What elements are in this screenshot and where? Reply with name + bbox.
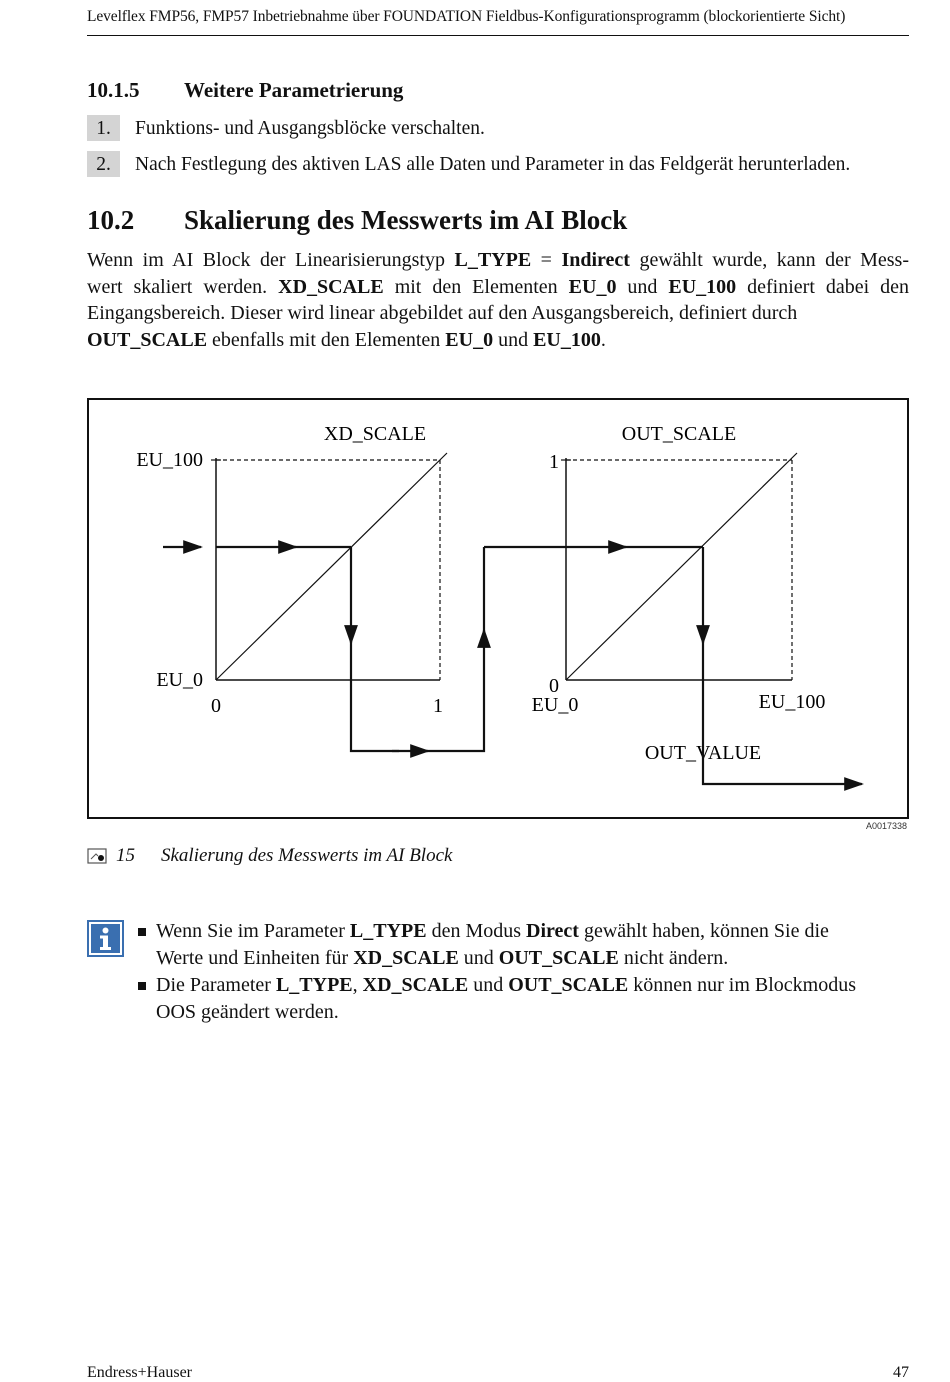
left-x-start-label: 0 [211,695,221,717]
page-number: 47 [893,1364,909,1381]
left-y-top-label: EU_100 [136,449,203,471]
right-y-bottom-label: 0 [549,675,559,697]
step-number-badge: 2. [87,151,120,177]
out-scale-chart [532,423,826,764]
footer-brand: Endress+Hauser [87,1364,192,1381]
section-title: Skalierung des Messwerts im AI Block [184,205,628,235]
note-item: Die Parameter L_TYPE, XD_SCALE und OUT_SCALE können nur im Blockmodus OOS geändert werden. [136,972,909,1026]
section-number: 10.1.5 [87,78,140,102]
right-diagonal [566,453,797,680]
scaling-diagram [87,398,909,819]
left-x-end-label: 1 [433,695,443,717]
paragraph-line: Wenn im AI Block der Linearisierungstyp L_TYPE = Indirect gewählt wurde, kann der Mess- [87,249,909,271]
section-heading-10-2 [87,205,627,236]
bullet-icon [138,928,146,936]
left-diagonal [216,453,447,680]
note-item: Wenn Sie im Parameter L_TYPE den Modus Direct gewählt haben, können Sie die Werte und Einheiten für XD_SCALE und OUT_SCALE nicht ändern. [136,918,909,972]
xd-scale-chart [136,423,447,717]
right-y-top-label: 1 [549,451,559,473]
xd-scale-title: XD_SCALE [323,423,427,445]
figure-frame [88,399,908,818]
step-number-badge: 1. [87,115,120,141]
paragraph-line: OUT_SCALE ebenfalls mit den Elementen EU_0 und EU_100. [87,328,606,351]
info-icon [87,920,124,957]
left-y-bottom-label: EU_0 [156,669,203,691]
out-value-label: OUT_VALUE [644,742,762,764]
running-header: Levelflex FMP56, FMP57 Inbetriebnahme über FOUNDATION Fieldbus-Konfigurationsprogramm (blockorientierte Sicht) [87,8,846,25]
figure-id: A0017338 [866,821,908,831]
paragraph-line: Eingangsbereich. Dieser wird linear abgebildet auf den Ausgangsbereich, definiert durch [87,302,798,324]
right-x-start-label: EU_0 [531,694,579,716]
section-heading-10-1-5 [87,78,403,103]
caption-text: Skalierung des Messwerts im AI Block [161,845,453,866]
body-paragraph [87,247,909,353]
right-x-end-label: EU_100 [758,691,826,713]
bullet-icon [138,982,146,990]
step-text: Nach Festlegung des aktiven LAS alle Daten und Parameter in das Feldgerät herunterladen. [135,154,851,175]
figure-icon [87,848,107,864]
bottom-path [351,636,399,751]
section-number: 10.2 [87,205,135,235]
out-scale-title: OUT_SCALE [621,423,737,445]
header-rule [87,35,909,36]
paragraph-line: wert skaliert werden. XD_SCALE mit den Elementen EU_0 und EU_100 definiert dabei den [87,275,910,298]
caption-number: 15 [116,845,135,866]
info-notes [136,918,909,1026]
step-text: Funktions- und Ausgangsblöcke verschalten. [135,118,485,139]
section-title: Weitere Parametrierung [184,78,404,102]
